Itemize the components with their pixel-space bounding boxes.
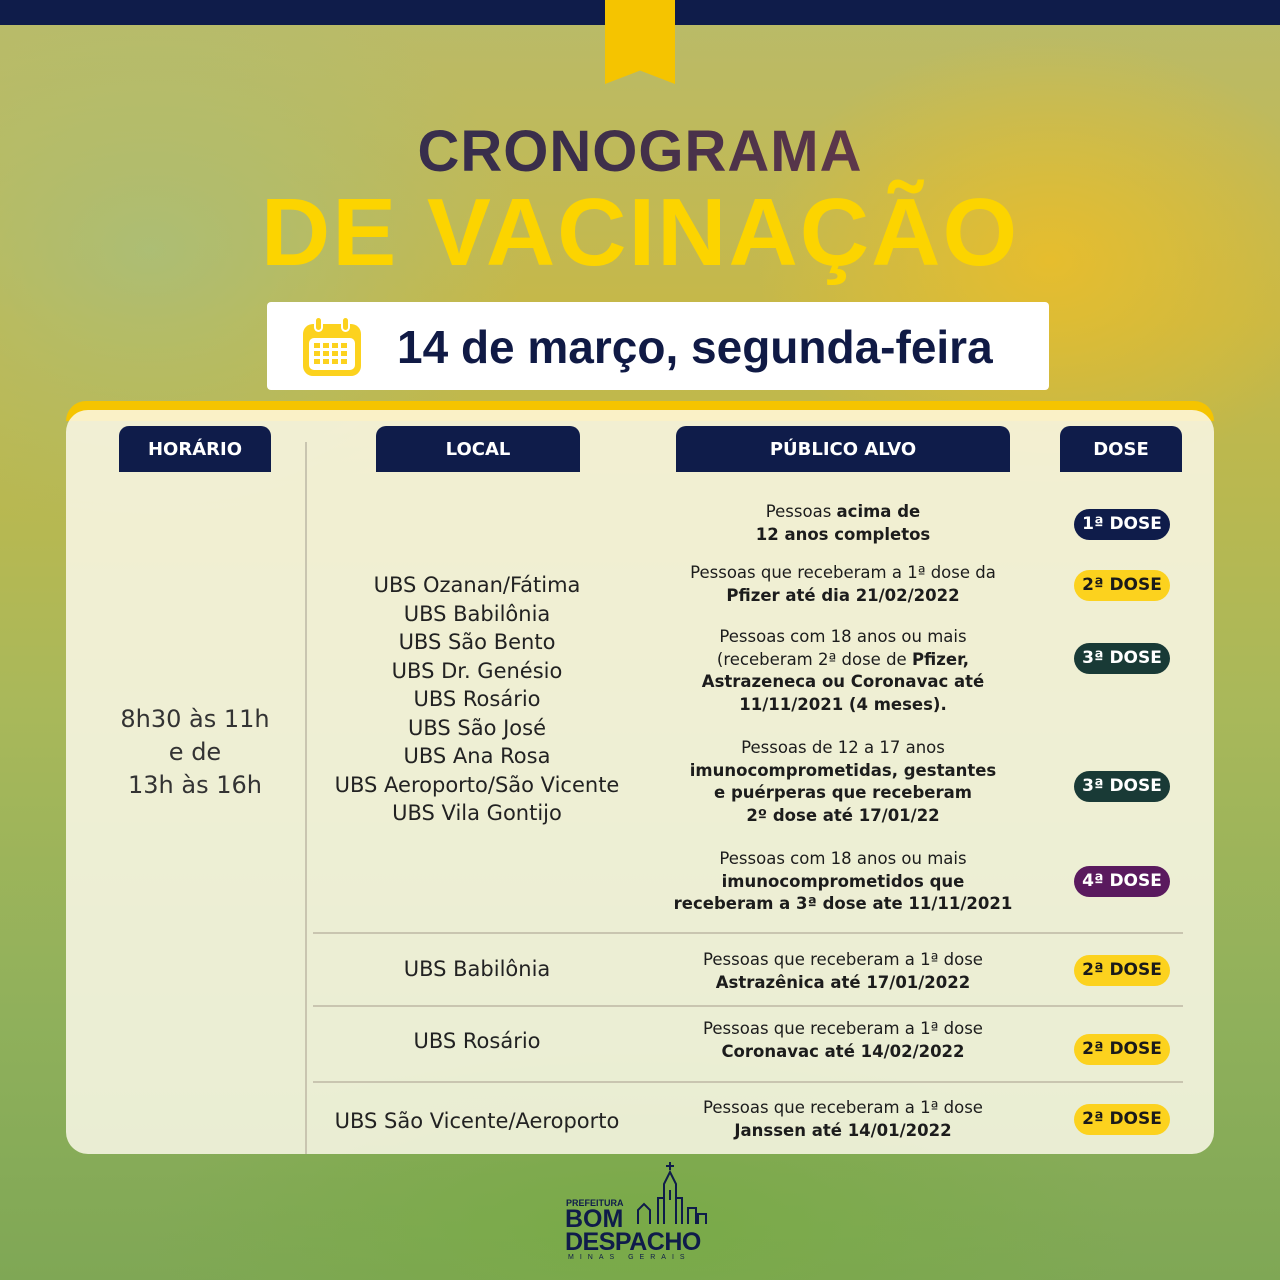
local-item: UBS Dr. Genésio	[391, 658, 563, 683]
local-item: UBS Ana Rosa	[403, 744, 551, 768]
logo-bom: BOM	[565, 1205, 624, 1233]
local-item: UBS Babilônia	[403, 601, 551, 626]
column-header-publico-alvo: PÚBLICO ALVO	[676, 426, 1010, 472]
public-target-cell	[662, 1097, 1024, 1142]
public-line: Pessoas de 12 a 17 anos	[741, 738, 945, 757]
public-line: e puérperas que receberam	[714, 783, 972, 802]
public-line: Pessoas que receberam a 1ª dose	[703, 1098, 983, 1117]
public-target-cell	[662, 562, 1024, 607]
date-box	[267, 302, 1049, 390]
local-item: UBS Aeroporto/São Vicente	[334, 772, 620, 797]
dose-badge: 4ª DOSE	[1074, 866, 1170, 897]
local-item: UBS Rosário	[413, 1029, 541, 1053]
local-item: UBS Rosário	[413, 687, 541, 711]
public-line: Astrazeneca ou Coronavac até	[701, 672, 985, 691]
local-item: UBS São Vicente/Aeroporto	[334, 1109, 620, 1133]
column-header-horario: HORÁRIO	[119, 426, 271, 472]
public-target-cell	[662, 848, 1024, 916]
public-line: Pessoas que receberam a 1ª dose	[703, 1019, 983, 1038]
church-skyline-icon	[632, 1160, 714, 1226]
public-target-cell	[662, 501, 1024, 546]
hours-line: 13h às 16h	[128, 771, 262, 799]
title-de-vacinacao: DE VACINAÇÃO	[260, 179, 1020, 286]
logo-prefeitura: PREFEITURA	[566, 1198, 624, 1208]
hours-line: 8h30 às 11h	[120, 705, 270, 733]
public-line: imunocomprometidas, gestantes	[689, 760, 997, 780]
calendar-icon	[299, 314, 365, 380]
public-line: Pessoas que receberam a 1ª dose da	[690, 563, 996, 582]
public-line: Pfizer até dia 21/02/2022	[726, 585, 960, 605]
public-target-cell	[662, 737, 1024, 827]
column-header-dose: DOSE	[1060, 426, 1182, 472]
local-item: UBS São José	[407, 715, 547, 740]
local-item: UBS São Bento	[398, 630, 556, 654]
logo-despacho: DESPACHO	[565, 1228, 701, 1256]
ribbon-bookmark	[605, 0, 675, 84]
local-item: UBS Babilônia	[403, 957, 551, 981]
public-line: 2º dose até 17/01/22	[746, 805, 940, 825]
public-target-cell	[662, 626, 1024, 716]
dose-badge: 1ª DOSE	[1074, 509, 1170, 540]
public-line: (receberam 2ª dose de Pfizer,	[716, 649, 970, 669]
logo-minas-gerais: MINAS GERAIS	[568, 1254, 691, 1261]
public-target-cell	[662, 1018, 1024, 1063]
row-divider	[313, 932, 1183, 934]
dose-badge: 2ª DOSE	[1074, 955, 1170, 986]
public-line: Pessoas acima de	[765, 502, 921, 521]
title-cronograma: CRONOGRAMA	[0, 118, 1280, 185]
dose-badge: 2ª DOSE	[1074, 1104, 1170, 1135]
public-line: receberam a 3ª dose ate 11/11/2021	[673, 894, 1013, 913]
row-divider	[313, 1005, 1183, 1007]
dose-badge: 2ª DOSE	[1074, 1034, 1170, 1065]
public-line: Pessoas com 18 anos ou mais	[719, 849, 967, 868]
public-line: Pessoas com 18 anos ou mais	[719, 627, 967, 646]
local-item: UBS Ozanan/Fátima	[373, 573, 581, 597]
public-line: imunocomprometidos que	[721, 871, 965, 891]
column-header-local: LOCAL	[376, 426, 580, 472]
prefeitura-logo	[562, 1160, 722, 1270]
local-item: UBS Vila Gontijo	[392, 801, 562, 825]
public-line: Astrazênica até 17/01/2022	[715, 972, 971, 992]
public-line: Janssen até 14/01/2022	[734, 1120, 952, 1140]
row-divider	[313, 1081, 1183, 1083]
hours-line: e de	[168, 738, 222, 766]
column-divider	[305, 442, 307, 1154]
public-line: 11/11/2021 (4 meses).	[739, 694, 947, 714]
date-text: 14 de março, segunda-feira	[397, 321, 993, 373]
hours-cell	[110, 703, 280, 802]
dose-badge: 3ª DOSE	[1074, 771, 1170, 802]
public-line: Coronavac até 14/02/2022	[721, 1041, 965, 1061]
public-line: Pessoas que receberam a 1ª dose	[703, 950, 983, 969]
local-list	[318, 571, 636, 828]
dose-badge: 2ª DOSE	[1074, 570, 1170, 601]
public-line: 12 anos completos	[755, 524, 931, 544]
public-target-cell	[662, 949, 1024, 994]
dose-badge: 3ª DOSE	[1074, 643, 1170, 674]
